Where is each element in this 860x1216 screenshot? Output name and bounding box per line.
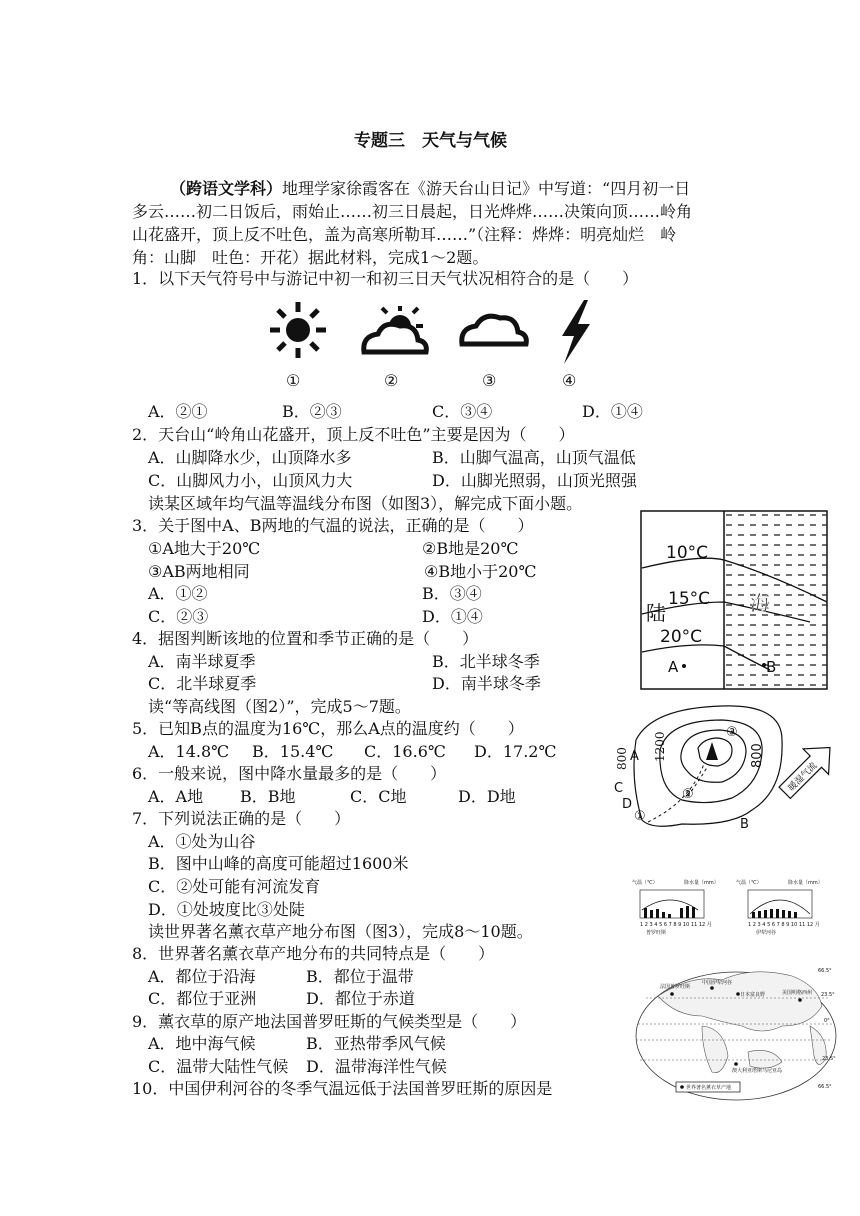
chart1-months: 1 2 3 4 5 6 7 8 9 10 11 12 月	[640, 922, 712, 928]
subject-tag: （跨语文学科）	[170, 179, 283, 198]
place-provence: 法国普罗旺斯	[660, 984, 691, 990]
contour-label-800-side: 800	[615, 747, 629, 770]
q4-option-c: C．北半球夏季	[148, 674, 257, 693]
point-d-label: D	[622, 797, 633, 812]
lat-label-4: 23.5°	[822, 1056, 836, 1062]
intro-text-1: 地理学家徐霞客在《游天台山日记》中写道：“四月初一日	[282, 179, 691, 198]
chart1-prec-label: 降水量（mm）	[684, 880, 719, 886]
q6-option-b: B．B地	[240, 787, 296, 806]
contour-label-1200: 1200	[653, 731, 667, 762]
land-north	[658, 972, 822, 1031]
symbol-label-2: ②	[384, 371, 399, 390]
place-yili: 中国伊犁河谷	[702, 980, 733, 986]
q9-stem: 9．薰衣草的原产地法国普罗旺斯的气候类型是（ ）	[132, 1012, 527, 1031]
lat-label-5: 66.5°	[818, 1084, 832, 1090]
weather-symbols	[268, 296, 608, 396]
q6-option-c: C．C地	[350, 787, 407, 806]
point-b-label: B	[766, 658, 777, 676]
q6-option-d: D．D地	[458, 787, 516, 806]
q2-option-d: D．山脚光照弱，山顶光照强	[432, 471, 637, 490]
contour-figure	[612, 700, 832, 850]
q3-stem: 3．关于图中A、B两地的气温的说法，正确的是（ ）	[132, 516, 534, 535]
point-a-label: A	[668, 658, 679, 676]
peak-icon	[706, 742, 718, 760]
q2-stem: 2．天台山“岭角山花盛开，顶上反不吐色”主要是因为（ ）	[132, 425, 575, 444]
q3-option-a: A．①②	[148, 584, 208, 603]
q7-option-a: A．①处为山谷	[148, 832, 256, 851]
ridge-line	[648, 764, 704, 822]
lat-label-3: 0°	[824, 1018, 830, 1024]
q8-option-b: B．都位于温带	[306, 967, 414, 986]
cloud-icon	[462, 316, 527, 344]
q3-statement-2: ②B地是20℃	[422, 539, 519, 558]
q1-option-c: C．③④	[432, 402, 493, 421]
q2-option-b: B．山脚气温高，山顶气温低	[432, 448, 636, 467]
contour-label-800: 800	[750, 743, 765, 768]
q7-option-c: C．②处可能有河流发育	[148, 877, 321, 896]
label-10c: 10°C	[666, 543, 709, 563]
q8-option-d: D．都位于赤道	[306, 989, 415, 1008]
intro-line-2: 多云……初二日饭后，雨始止……初三日晨起，日光烨烨……决策向顶……岭角	[132, 202, 693, 221]
contour-1000	[660, 720, 762, 803]
q2-option-c: C．山脚风力小，山顶风力大	[148, 471, 353, 490]
q6-option-a: A．A地	[148, 787, 204, 806]
marker-3: ③	[726, 725, 738, 740]
point-c-label: C	[614, 781, 624, 796]
place-usa: 美国明格西州	[782, 990, 813, 996]
label-20c: 20°C	[660, 627, 703, 647]
q5-option-b: B．15.4℃	[252, 742, 334, 761]
partly-cloudy-icon	[364, 306, 427, 352]
point-a-label: A	[630, 749, 639, 764]
chart-yili	[748, 890, 812, 918]
chart1-name: 普罗旺斯	[646, 930, 667, 936]
q5-stem: 5．已知B点的温度为16℃，那么A点的温度约（ ）	[132, 719, 524, 738]
q3-option-b: B．③④	[422, 584, 482, 603]
q5-option-a: A．14.8℃	[148, 742, 230, 761]
q3-statement-3: ③AB两地相同	[148, 562, 250, 581]
chart2-months: 1 2 3 4 5 6 7 8 9 10 11 12 月	[748, 922, 820, 928]
read-lavender: 读世界著名薰衣草产地分布图（图3），完成8～10题。	[148, 922, 533, 941]
lat-label-1: 66.5°	[818, 968, 832, 974]
sun-icon	[270, 302, 326, 358]
marker-1: ①	[634, 809, 646, 824]
page-title: 专题三 天气与气候	[354, 131, 507, 151]
q7-option-d: D．①处坡度比③处陡	[148, 900, 305, 919]
lavender-map-figure	[632, 876, 836, 1098]
q5-option-d: D．17.2℃	[474, 742, 557, 761]
point-b-label: B	[740, 817, 749, 832]
q9-option-b: B．亚热带季风气候	[306, 1034, 446, 1053]
chart2-prec-label: 降水量（mm）	[788, 880, 823, 886]
symbol-label-1: ①	[286, 371, 301, 390]
label-15c: 15°C	[668, 589, 711, 609]
point-a	[682, 664, 686, 668]
place-furano: 日本富良野	[740, 992, 766, 998]
q7-stem: 7．下列说法正确的是（ ）	[132, 809, 351, 828]
land-label: 陆	[646, 601, 666, 625]
q3-option-c: C．②③	[148, 607, 209, 626]
q9-option-d: D．温带海洋性气候	[306, 1057, 447, 1076]
lat-label-2: 23.5°	[821, 992, 835, 998]
q1-option-b: B．②③	[282, 402, 342, 421]
q7-option-b: B．图中山峰的高度可能超过1600米	[148, 854, 409, 873]
q8-option-c: C．都位于亚洲	[148, 989, 257, 1008]
read-isotherm: 读某区域年均气温等温线分布图（如图3），解完成下面小题。	[148, 494, 583, 513]
symbol-label-3: ③	[482, 371, 497, 390]
q4-option-a: A．南半球夏季	[148, 652, 256, 671]
q10-stem: 10．中国伊利河谷的冬季气温远低于法国普罗旺斯的原因是	[132, 1079, 553, 1098]
sea-label: 海	[750, 591, 770, 615]
symbol-label-4: ④	[562, 371, 577, 390]
isotherm-figure	[640, 510, 828, 690]
q1-option-d: D．①④	[582, 402, 643, 421]
land-australia	[748, 1050, 782, 1068]
q1-stem: 1．以下天气符号中与游记中初一和初三日天气状况相符合的是（ ）	[132, 269, 639, 288]
chart1-temp-label: 气温（℃）	[632, 880, 658, 886]
q3-statement-1: ①A地大于20℃	[148, 539, 261, 558]
place-tasmania: 澳大利亚塔斯马尼亚岛	[732, 1068, 783, 1074]
q5-option-c: C．16.6℃	[364, 742, 446, 761]
q3-option-d: D．①④	[422, 607, 483, 626]
q6-stem: 6．一般来说，图中降水量最多的是（ ）	[132, 764, 447, 783]
chart2-temp-label: 气温（℃）	[736, 880, 762, 886]
q4-option-d: D．南半球冬季	[432, 674, 541, 693]
q8-stem: 8．世界著名薰衣草产地分布的共同特点是（ ）	[132, 944, 495, 963]
lightning-icon	[562, 300, 590, 364]
intro-line-3: 山花盛开，顶上反不吐色，盖为高寒所勒耳……”（注释：烨烨：明亮灿烂 岭	[132, 225, 677, 244]
q2-option-a: A．山脚降水少，山顶降水多	[148, 448, 352, 467]
q3-statement-4: ④B地小于20℃	[424, 562, 537, 581]
read-contour: 读“等高线图（图2）”，完成5～7题。	[148, 697, 411, 716]
airflow-label: 暖湿气流	[786, 760, 820, 794]
intro-line-1	[170, 178, 690, 200]
q4-stem: 4．据图判断该地的位置和季节正确的是（ ）	[132, 629, 479, 648]
intro-line-4: 角：山脚 吐色：开花）据此材料，完成1～2题。	[132, 248, 489, 267]
q9-option-a: A．地中海气候	[148, 1034, 256, 1053]
q8-option-a: A．都位于沿海	[148, 967, 256, 986]
q1-option-a: A．②①	[148, 402, 208, 421]
q9-option-c: C．温带大陆性气候	[148, 1057, 289, 1076]
land-africa	[702, 1026, 728, 1073]
legend-label: 世界著名薰衣草产地	[686, 1085, 732, 1091]
chart2-name: 伊犁河谷	[756, 930, 777, 936]
marker-2: ②	[682, 787, 694, 802]
q4-option-b: B．北半球冬季	[432, 652, 540, 671]
